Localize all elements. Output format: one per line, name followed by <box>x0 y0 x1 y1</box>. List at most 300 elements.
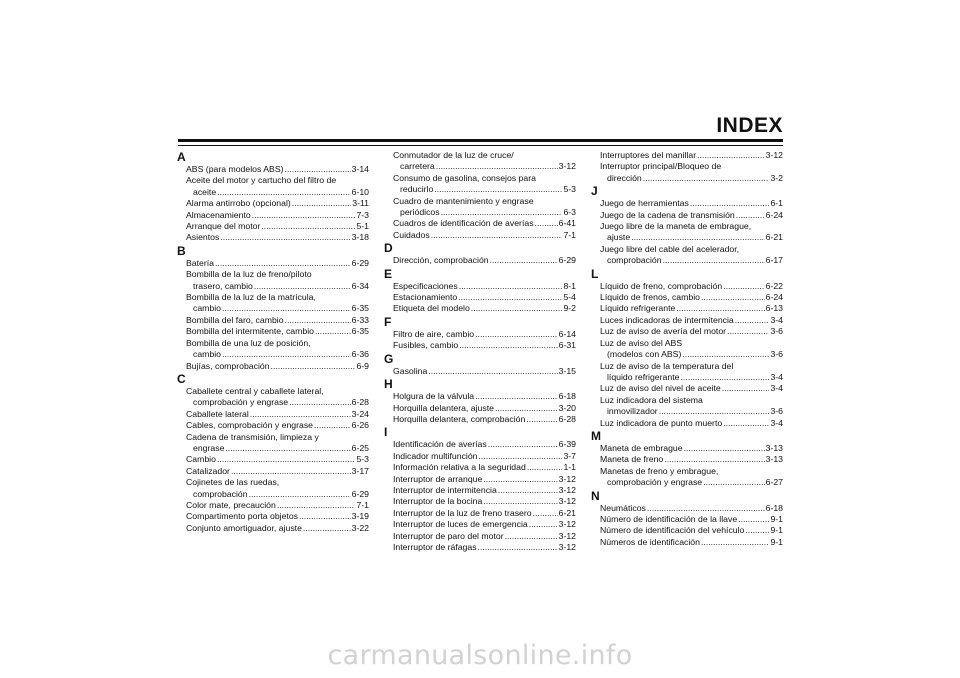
index-entry-text: Consumo de gasolina, consejos para <box>393 172 536 183</box>
index-entry-text: Números de identificación <box>600 536 700 547</box>
index-page-ref: 3-4 <box>770 417 783 428</box>
index-entry <box>186 258 369 269</box>
index-page-ref: 6-24 <box>765 292 783 303</box>
leader-dots <box>526 414 557 425</box>
leader-dots <box>745 525 769 536</box>
index-entry-text: Cadena de transmisión, limpieza y <box>186 431 319 442</box>
index-entry-text: Arranque del motor <box>186 221 261 232</box>
index-page-ref: 6-13 <box>765 303 783 314</box>
index-entry-text: Luz de aviso de la temperatura del <box>600 360 734 371</box>
index-entry-text: Interruptor de paro del motor <box>393 530 504 541</box>
index-entry <box>186 432 369 455</box>
index-entry-text: inmovilizador <box>607 406 658 417</box>
leader-dots <box>303 523 351 534</box>
index-entry-text: Fusibles, cambio <box>393 340 459 351</box>
index-page-ref: 3-19 <box>351 511 369 522</box>
index-letter-heading: G <box>384 351 394 366</box>
leader-dots <box>735 315 770 326</box>
index-entry-text: ajuste <box>607 232 631 243</box>
watermark: carmanualsonline.info <box>327 640 633 671</box>
index-page-ref: 3-6 <box>770 349 783 360</box>
index-entry-text: Cojinetes de las ruedas, <box>186 477 280 488</box>
index-entry-text: cambio <box>193 303 222 314</box>
index-entry <box>600 150 783 161</box>
leader-dots <box>505 531 558 542</box>
leader-dots <box>684 443 765 454</box>
index-entry <box>393 281 576 292</box>
leader-dots <box>285 164 351 175</box>
index-page-ref: 3-15 <box>558 365 576 376</box>
leader-dots <box>314 420 351 431</box>
index-entry-text: Compartimento porta objetos <box>186 511 299 522</box>
index-letter-heading: A <box>177 150 186 164</box>
title-rule-thin <box>178 145 783 146</box>
index-letter-heading: M <box>591 428 601 443</box>
index-entry <box>393 173 576 196</box>
leader-dots <box>703 477 764 488</box>
index-entry <box>186 221 369 232</box>
index-entry-text: (modelos con ABS) <box>607 349 682 360</box>
index-page-ref: 3-17 <box>351 465 369 476</box>
leader-dots <box>231 466 351 477</box>
leader-dots <box>315 326 351 337</box>
index-page-ref: 9-1 <box>770 525 783 536</box>
leader-dots <box>727 326 769 337</box>
index-page-ref: 6-14 <box>558 328 576 339</box>
index-entry-text: Asientos <box>186 232 220 243</box>
index-entry-text: Alarma antirrobo (opcional) <box>186 198 291 209</box>
index-entry <box>600 244 783 267</box>
index-entry-text: Luz de aviso del nivel de aceite <box>600 383 721 394</box>
index-entry-text: Caballete lateral <box>186 408 249 419</box>
index-entry-text: Juego de herramientas <box>600 198 689 209</box>
index-entry-text: Número de identificación del vehículo <box>600 525 745 536</box>
index-page-ref: 6-17 <box>765 255 783 266</box>
page-title: INDEX <box>716 114 783 137</box>
index-entry-text: dirección <box>607 172 642 183</box>
leader-dots <box>738 514 769 525</box>
index-page-ref: 3-18 <box>351 232 369 243</box>
index-letter-heading: H <box>384 377 393 392</box>
index-letter-heading: C <box>177 371 186 386</box>
index-entry <box>393 519 576 530</box>
index-entry-text: Interruptor de intermitencia <box>393 484 497 495</box>
index-entry <box>393 150 576 173</box>
index-entry-text: Gasolina <box>393 365 428 376</box>
index-entry-text: Manetas de freno y embrague, <box>600 465 719 476</box>
index-entry-text: Luz indicadora del sistema <box>600 394 703 405</box>
index-entry <box>186 420 369 431</box>
index-entry <box>393 542 576 553</box>
index-page-ref: 5-4 <box>563 292 576 303</box>
leader-dots <box>292 198 351 209</box>
index-entry <box>393 292 576 303</box>
index-entry-text: engrase <box>193 442 225 453</box>
index-entry <box>186 315 369 326</box>
index-entry <box>600 383 783 394</box>
index-page-ref: 6-39 <box>558 439 576 450</box>
index-page-ref: 3-4 <box>770 314 783 325</box>
leader-dots <box>459 340 557 351</box>
index-entry-text: Conjunto amortiguador, ajuste <box>186 522 302 533</box>
index-entry <box>393 403 576 414</box>
index-page-ref: 3-24 <box>351 408 369 419</box>
index-entry <box>186 523 369 534</box>
index-letter-heading: N <box>591 488 600 503</box>
index-entry <box>393 218 576 229</box>
index-letter-heading: L <box>591 266 599 281</box>
index-entry <box>186 175 369 198</box>
leader-dots <box>680 372 769 383</box>
index-page-ref: 3-4 <box>770 371 783 382</box>
index-page-ref: 1-1 <box>563 462 576 473</box>
leader-dots <box>723 418 769 429</box>
leader-dots <box>254 281 351 292</box>
leader-dots <box>475 329 557 340</box>
index-page-ref: 3-13 <box>765 442 783 453</box>
leader-dots <box>529 519 558 530</box>
leader-dots <box>441 207 563 218</box>
leader-dots <box>647 503 765 514</box>
index-entry <box>600 281 783 292</box>
leader-dots <box>736 210 765 221</box>
index-page-ref: 6-10 <box>351 186 369 197</box>
index-entry <box>186 232 369 243</box>
index-entry <box>600 418 783 429</box>
index-entry-text: trasero, cambio <box>193 280 253 291</box>
leader-dots <box>458 292 562 303</box>
index-page-ref: 6-1 <box>770 198 783 209</box>
index-page-ref: 6-24 <box>765 209 783 220</box>
index-page-ref: 3-2 <box>770 172 783 183</box>
index-page-ref: 6-18 <box>765 502 783 513</box>
leader-dots <box>701 537 769 548</box>
index-letter-heading: J <box>591 184 598 199</box>
leader-dots <box>723 281 764 292</box>
index-entry <box>393 303 576 314</box>
leader-dots <box>478 542 558 553</box>
leader-dots <box>225 443 350 454</box>
index-entry <box>393 508 576 519</box>
index-entry-text: Interruptor de la luz de freno trasero <box>393 507 532 518</box>
index-entry-text: Juego libre del cable del acelerador, <box>600 243 740 254</box>
leader-dots <box>479 451 563 462</box>
index-column-1 <box>177 150 369 534</box>
index-entry <box>393 196 576 219</box>
index-entry <box>393 414 576 425</box>
index-entry-text: Cambio <box>186 454 216 465</box>
index-entry-text: Neumáticos <box>600 502 646 513</box>
index-entry <box>186 454 369 465</box>
index-page-ref: 6-35 <box>351 326 369 337</box>
index-entry <box>393 485 576 496</box>
leader-dots <box>285 315 351 326</box>
index-entry-text: Interruptor de la bocina <box>393 496 483 507</box>
title-rule-thick <box>178 139 783 142</box>
leader-dots <box>299 511 351 522</box>
index-column-3 <box>591 150 783 548</box>
index-page-ref: 3-13 <box>765 454 783 465</box>
index-letter-heading: E <box>384 266 393 281</box>
leader-dots <box>271 361 356 372</box>
index-entry-text: Color mate, precaución <box>186 499 276 510</box>
leader-dots <box>490 255 558 266</box>
index-entry <box>186 511 369 522</box>
index-entry-text: Juego libre de la maneta de embrague, <box>600 221 752 232</box>
leader-dots <box>475 391 557 402</box>
index-entry-text: Luz de aviso del ABS <box>600 337 683 348</box>
index-entry-text: Indicador multifunción <box>393 450 478 461</box>
index-entry <box>186 326 369 337</box>
index-entry <box>600 537 783 548</box>
index-entry <box>393 462 576 473</box>
index-entry <box>393 531 576 542</box>
index-page-ref: 6-29 <box>351 257 369 268</box>
index-entry-text: ABS (para modelos ABS) <box>186 164 284 174</box>
index-entry-text: Identificación de averías <box>393 439 487 450</box>
index-page-ref: 6-34 <box>351 280 369 291</box>
index-entry <box>600 338 783 361</box>
leader-dots <box>250 409 351 420</box>
index-entry <box>186 269 369 292</box>
index-page-ref: 6-36 <box>351 349 369 360</box>
index-entry <box>600 454 783 465</box>
index-entry <box>600 361 783 384</box>
index-entry <box>600 395 783 418</box>
index-entry-text: comprobación y engrase <box>193 397 289 408</box>
index-entry <box>393 439 576 450</box>
index-page-ref: 6-41 <box>558 218 576 229</box>
index-page-ref: 9-2 <box>563 303 576 314</box>
index-entry-text: Aceite del motor y cartucho del filtro de <box>186 175 337 186</box>
index-entry-text: Cuidados <box>393 229 430 240</box>
leader-dots <box>261 221 355 232</box>
index-entry-text: Líquido de frenos, cambio <box>600 292 700 303</box>
leader-dots <box>701 292 765 303</box>
leader-dots <box>495 403 558 414</box>
index-entry-text: Batería <box>186 257 215 268</box>
index-entry-text: Interruptor de ráfagas <box>393 541 477 552</box>
leader-dots <box>722 383 770 394</box>
leader-dots <box>434 184 562 195</box>
index-page-ref: 3-12 <box>558 519 576 530</box>
index-entry-text: Bombilla de la luz de freno/piloto <box>186 269 312 280</box>
index-page-ref: 3-12 <box>558 484 576 495</box>
index-page-ref: 6-27 <box>765 477 783 488</box>
index-entry <box>600 161 783 184</box>
leader-dots <box>428 366 557 377</box>
index-entry-text: comprobación <box>607 255 662 266</box>
index-entry-text: Maneta de embrague <box>600 442 683 453</box>
index-entry <box>600 466 783 489</box>
index-page-ref: 5-3 <box>356 454 369 465</box>
index-letter-heading: D <box>384 241 393 256</box>
index-entry-text: Estacionamiento <box>393 292 458 303</box>
index-entry-text: líquido refrigerante <box>607 371 680 382</box>
index-letter-heading: I <box>384 425 388 440</box>
index-entry-text: Luz de aviso de avería del motor <box>600 326 727 337</box>
leader-dots <box>676 303 764 314</box>
index-entry <box>393 329 576 340</box>
index-page-ref: 3-12 <box>558 473 576 484</box>
index-entry-text: Interruptor de arranque <box>393 473 483 484</box>
index-entry <box>600 514 783 525</box>
index-page-ref: 5-1 <box>356 221 369 232</box>
index-page-ref: 9-1 <box>770 513 783 524</box>
leader-dots <box>459 281 563 292</box>
leader-dots <box>431 230 563 241</box>
index-entry <box>186 164 369 175</box>
index-entry-text: Líquido refrigerante <box>600 303 676 314</box>
index-entry <box>393 230 576 241</box>
index-page-ref: 3-12 <box>558 161 576 172</box>
index-page-ref: 3-20 <box>558 402 576 413</box>
leader-dots <box>277 500 356 511</box>
leader-dots <box>249 489 351 500</box>
index-page-ref: 6-22 <box>765 280 783 291</box>
leader-dots <box>215 258 351 269</box>
index-entry-text: periódicos <box>400 207 440 218</box>
index-entry-text: Catalizador <box>186 465 230 476</box>
index-page-ref: 7-1 <box>563 229 576 240</box>
index-page-ref: 5-3 <box>563 184 576 195</box>
index-page-ref: 9-1 <box>770 536 783 547</box>
index-entry-text: Número de identificación de la llave <box>600 513 738 524</box>
index-page-ref: 3-11 <box>352 198 369 209</box>
leader-dots <box>217 187 350 198</box>
leader-dots <box>527 462 563 473</box>
index-entry <box>600 525 783 536</box>
index-page-ref: 6-28 <box>351 397 369 408</box>
index-entry <box>600 443 783 454</box>
index-entry-text: Líquido de freno, comprobación <box>600 280 723 291</box>
index-entry-text: Especificaciones <box>393 280 458 291</box>
index-entry <box>186 500 369 511</box>
index-entry-text: cambio <box>193 349 222 360</box>
leader-dots <box>222 303 351 314</box>
index-entry <box>393 340 576 351</box>
leader-dots <box>220 232 350 243</box>
index-page-ref: 3-6 <box>770 326 783 337</box>
index-page-ref: 3-22 <box>351 522 369 533</box>
index-page-ref: 3-6 <box>770 406 783 417</box>
leader-dots <box>682 349 769 360</box>
index-entry <box>186 210 369 221</box>
leader-dots <box>631 232 764 243</box>
index-page-ref: 3-12 <box>558 496 576 507</box>
index-entry <box>600 198 783 209</box>
index-page-ref: 6-3 <box>563 207 576 218</box>
index-entry-text: comprobación <box>193 488 248 499</box>
index-column-2 <box>384 150 576 553</box>
index-entry <box>393 496 576 507</box>
leader-dots <box>535 218 558 229</box>
index-entry <box>393 391 576 402</box>
index-page-ref: 6-29 <box>351 488 369 499</box>
index-entry-text: Interruptor de luces de emergencia <box>393 519 528 530</box>
index-page-ref: 3-14 <box>351 164 369 174</box>
index-letter-heading: F <box>384 314 392 329</box>
index-page-ref: 6-35 <box>351 303 369 314</box>
leader-dots <box>483 496 557 507</box>
leader-dots <box>663 255 765 266</box>
index-entry-text: Cuadros de identificación de averías <box>393 218 534 229</box>
index-page-ref: 3-12 <box>558 541 576 552</box>
index-entry-text: Cuadro de mantenimiento y engrase <box>393 195 534 206</box>
leader-dots <box>488 439 558 450</box>
index-page-ref: 3-12 <box>558 530 576 541</box>
leader-dots <box>289 397 350 408</box>
index-entry-text: Almacenamiento <box>186 209 251 220</box>
index-page-ref: 6-18 <box>558 391 576 402</box>
index-entry-text: Caballete central y caballete lateral, <box>186 385 324 396</box>
leader-dots <box>643 173 770 184</box>
index-entry <box>186 477 369 500</box>
index-entry-text: Conmutador de la luz de cruce/ <box>393 150 514 160</box>
index-entry-text: Dirección, comprobación <box>393 255 489 266</box>
leader-dots <box>252 210 356 221</box>
index-page-ref: 6-31 <box>558 340 576 351</box>
index-entry-text: Bombilla de la luz de la matrícula, <box>186 292 316 303</box>
leader-dots <box>498 485 558 496</box>
index-page-ref: 8-1 <box>563 280 576 291</box>
leader-dots <box>659 406 770 417</box>
index-page-ref: 6-21 <box>765 232 783 243</box>
index-entry-text: comprobación y engrase <box>607 477 703 488</box>
index-page-ref: 7-3 <box>356 209 369 220</box>
index-entry-text: Interruptores del manillar <box>600 150 697 160</box>
index-page-ref: 6-33 <box>351 314 369 325</box>
index-page-ref: 6-26 <box>351 420 369 431</box>
index-entry-text: Horquilla delantera, comprobación <box>393 413 526 424</box>
index-entry-text: carretera <box>400 161 435 172</box>
index-entry <box>600 315 783 326</box>
index-entry <box>393 366 576 377</box>
index-page-ref: 6-21 <box>558 507 576 518</box>
index-entry <box>600 503 783 514</box>
index-entry <box>186 338 369 361</box>
leader-dots <box>483 474 557 485</box>
index-entry-text: aceite <box>193 186 217 197</box>
index-entry-text: Etiqueta del modelo <box>393 303 470 314</box>
index-entry-text: Luces indicadoras de intermitencia <box>600 314 734 325</box>
index-entry <box>186 292 369 315</box>
index-entry-text: Bombilla del intermitente, cambio <box>186 326 314 337</box>
index-page-ref: 3-7 <box>563 450 576 461</box>
index-entry-text: Cables, comprobación y engrase <box>186 420 314 431</box>
index-entry <box>186 466 369 477</box>
leader-dots <box>217 454 356 465</box>
index-entry-text: Horquilla delantera, ajuste <box>393 402 494 413</box>
index-entry-text: Maneta de freno <box>600 454 664 465</box>
index-entry <box>393 474 576 485</box>
index-entry-text: Holgura de la válvula <box>393 391 475 402</box>
index-entry <box>600 210 783 221</box>
index-page-ref: 6-29 <box>558 255 576 266</box>
index-entry <box>393 255 576 266</box>
leader-dots <box>697 150 765 161</box>
leader-dots <box>222 349 351 360</box>
index-entry <box>393 451 576 462</box>
index-entry-text: Luz indicadora de punto muerto <box>600 417 723 428</box>
index-entry-text: Filtro de aire, cambio <box>393 328 475 339</box>
index-page-ref: 6-9 <box>356 360 369 371</box>
leader-dots <box>436 161 558 172</box>
index-entry <box>186 361 369 372</box>
index-entry-text: Bombilla de una luz de posición, <box>186 337 311 348</box>
index-entry-text: Interruptor principal/Bloqueo de <box>600 161 722 172</box>
leader-dots <box>664 454 764 465</box>
